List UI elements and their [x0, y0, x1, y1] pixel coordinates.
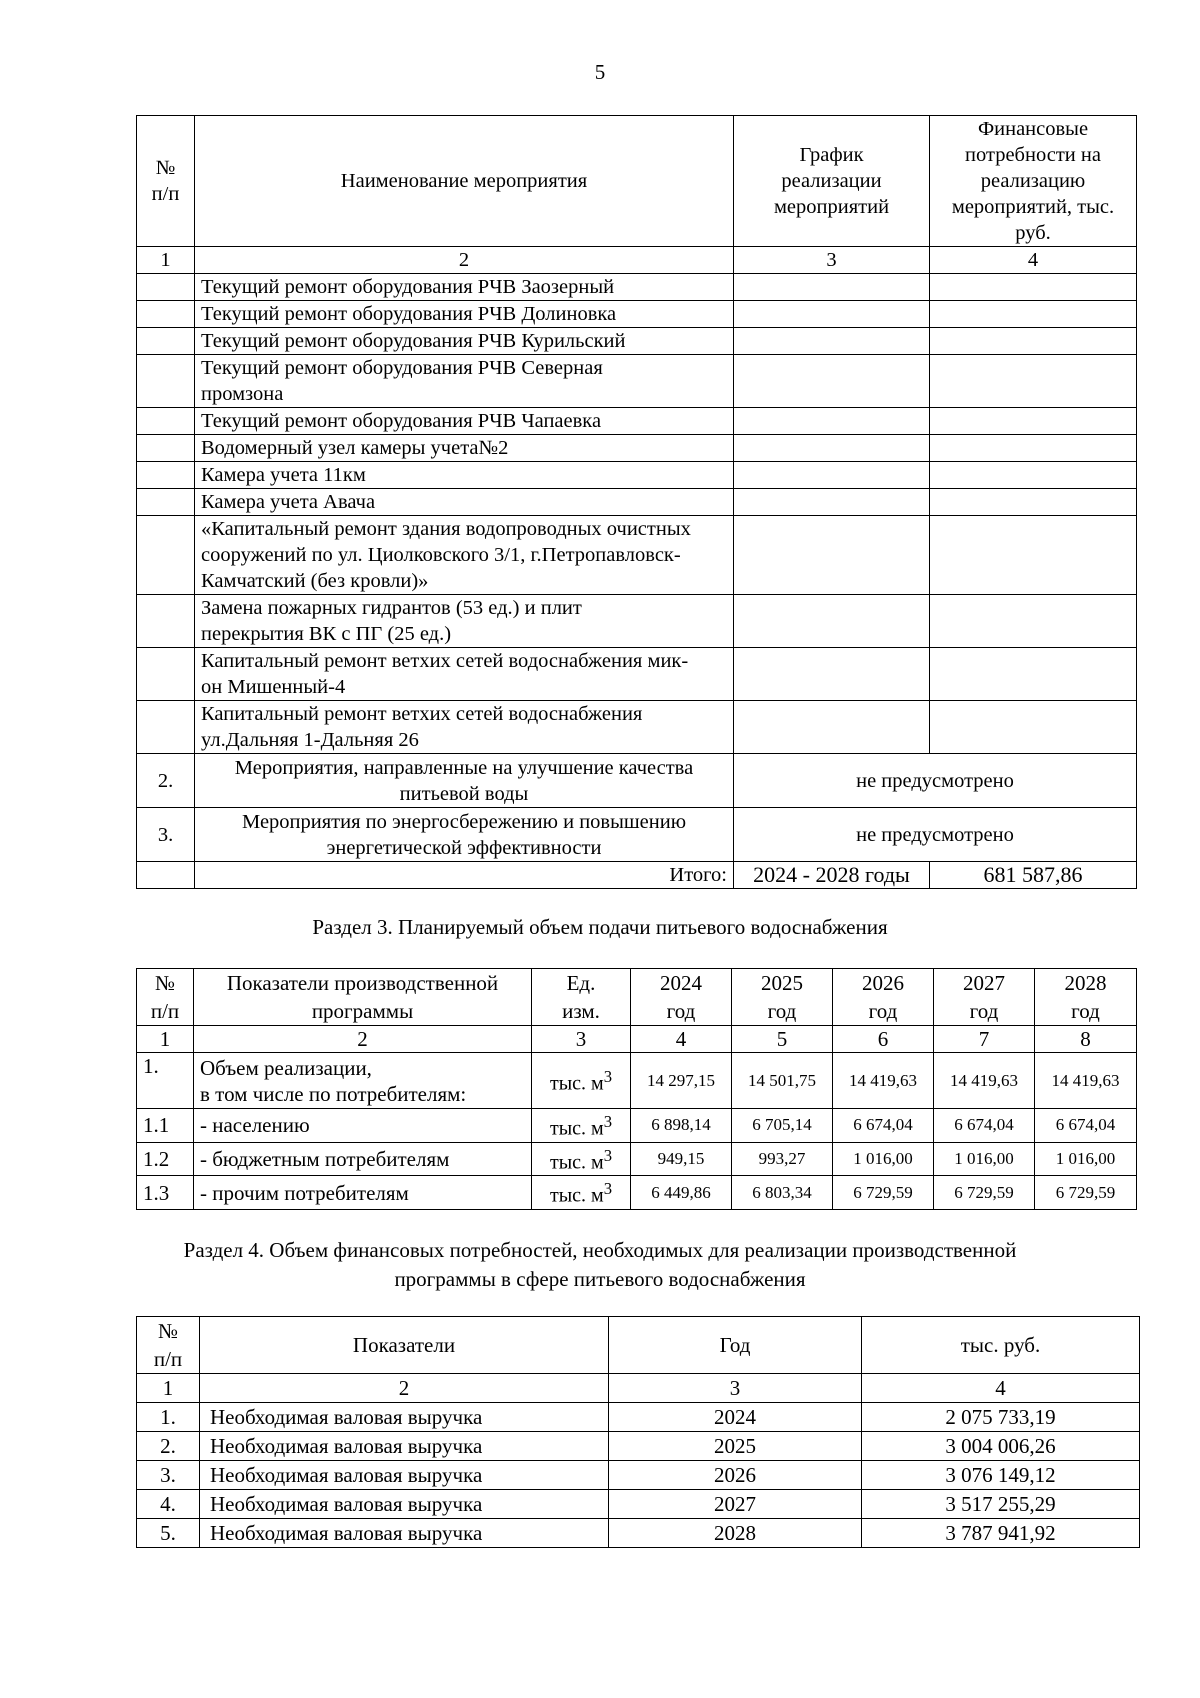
activity-name: Капитальный ремонт ветхих сетей водоснабжения ул.Дальняя 1-Дальняя 26: [195, 701, 734, 754]
table-row: [137, 1490, 1140, 1519]
section-row: [137, 808, 1137, 862]
section-num: 3.: [137, 808, 195, 862]
header-year: 2027 год: [934, 969, 1035, 1026]
section4-title-line: Раздел 4. Объем финансовых потребностей, необходимых для реализации производственной: [183, 1238, 1017, 1262]
activity-name: Текущий ремонт оборудования РЧВ Долиновка: [195, 301, 734, 328]
row-value: 14 419,63: [833, 1053, 934, 1109]
row-num: 5.: [137, 1519, 200, 1548]
table-row: [137, 1461, 1140, 1490]
unit-text: тыс. м: [549, 1184, 604, 1207]
row-value: 14 297,15: [631, 1053, 732, 1109]
row-num: 2.: [137, 1432, 200, 1461]
activities-table: [136, 115, 1137, 889]
header-indicator: Показатели: [200, 1317, 609, 1374]
header-year: 2025 год: [732, 969, 833, 1026]
row-value: 1 016,00: [833, 1142, 934, 1176]
col-number: 1: [137, 247, 195, 274]
section-value: не предусмотрено: [734, 754, 1137, 808]
row-num: 1.: [137, 1053, 194, 1109]
table-row: [137, 408, 1137, 435]
total-amount: 681 587,86: [930, 862, 1137, 889]
col-number: 2: [195, 247, 734, 274]
row-year: 2025: [609, 1432, 862, 1461]
table-row: [137, 355, 1137, 408]
table-row: [137, 328, 1137, 355]
row-indicator: [194, 1053, 532, 1109]
row-num: 1.1: [137, 1109, 194, 1143]
row-year: 2028: [609, 1519, 862, 1548]
row-amount: 3 787 941,92: [862, 1519, 1140, 1548]
row-indicator: - прочим потребителям: [194, 1176, 532, 1210]
row-indicator: Необходимая валовая выручка: [200, 1403, 609, 1432]
row-indicator: - населению: [194, 1109, 532, 1143]
row-year: 2024: [609, 1403, 862, 1432]
row-value: 14 419,63: [934, 1053, 1035, 1109]
page-number: 5: [594, 60, 606, 84]
row-value: 6 449,86: [631, 1176, 732, 1210]
row-year: 2027: [609, 1490, 862, 1519]
section3-title: Раздел 3. Планируемый объем подачи питьевого водоснабжения: [312, 915, 888, 939]
activity-name: «Капитальный ремонт здания водопроводных очистных сооружений по ул. Циолковского 3/1, г.Петропавловск-Камчатский (без кровли)»: [195, 516, 734, 595]
table-row: [137, 701, 1137, 754]
table-header-row: [137, 1317, 1140, 1374]
row-value: 6 705,14: [732, 1109, 833, 1143]
row-num: 1.3: [137, 1176, 194, 1210]
table-row: [137, 595, 1137, 648]
header-amount: тыс. руб.: [862, 1317, 1140, 1374]
col-number: 1: [137, 1026, 194, 1053]
indicator-line: Объем реализации,: [200, 1055, 372, 1080]
activity-name: Текущий ремонт оборудования РЧВ Северная промзона: [195, 355, 734, 408]
row-amount: 3 076 149,12: [862, 1461, 1140, 1490]
row-value: 14 501,75: [732, 1053, 833, 1109]
activity-name: Камера учета Авача: [195, 489, 734, 516]
col-number: 7: [934, 1026, 1035, 1053]
activity-name: Водомерный узел камеры учета№2: [195, 435, 734, 462]
header-indicator: Показатели производственной программы: [194, 969, 532, 1026]
row-value: 6 729,59: [934, 1176, 1035, 1210]
table-row: [137, 274, 1137, 301]
row-value: 1 016,00: [934, 1142, 1035, 1176]
row-num: 1.: [137, 1403, 200, 1432]
section-name: Мероприятия, направленные на улучшение качества питьевой воды: [195, 754, 734, 808]
row-value: 6 729,59: [1035, 1176, 1137, 1210]
row-value: 6 729,59: [833, 1176, 934, 1210]
section-value: не предусмотрено: [734, 808, 1137, 862]
table-row: [137, 1109, 1137, 1143]
table-row: [137, 1142, 1137, 1176]
row-value: 993,27: [732, 1142, 833, 1176]
col-number: 6: [833, 1026, 934, 1053]
table-row: [137, 516, 1137, 595]
table-row: [137, 1053, 1137, 1109]
unit-text: тыс. м: [549, 1151, 604, 1174]
row-value: 949,15: [631, 1142, 732, 1176]
section4-title: [0, 1236, 1200, 1294]
header-finance: Финансовые потребности на реализацию мероприятий, тыс. руб.: [930, 116, 1137, 247]
table-row: [137, 1432, 1140, 1461]
row-value: 6 674,04: [833, 1109, 934, 1143]
row-value: 1 016,00: [1035, 1142, 1137, 1176]
table-row: [137, 648, 1137, 701]
row-amount: 2 075 733,19: [862, 1403, 1140, 1432]
col-number: 2: [200, 1374, 609, 1403]
section-row: [137, 754, 1137, 808]
column-numbers-row: [137, 247, 1137, 274]
col-number: 4: [930, 247, 1137, 274]
col-number: 5: [732, 1026, 833, 1053]
table-row: [137, 301, 1137, 328]
row-value: 6 803,34: [732, 1176, 833, 1210]
row-indicator: - бюджетным потребителям: [194, 1142, 532, 1176]
header-schedule: График реализации мероприятий: [734, 116, 930, 247]
table-header-row: [137, 116, 1137, 247]
table-row: [137, 489, 1137, 516]
activity-name: Замена пожарных гидрантов (53 ед.) и плит перекрытия ВК с ПГ (25 ед.): [195, 595, 734, 648]
column-numbers-row: [137, 1374, 1140, 1403]
header-year: Год: [609, 1317, 862, 1374]
column-numbers-row: [137, 1026, 1137, 1053]
table-row: [137, 435, 1137, 462]
header-num: № п/п: [137, 1317, 200, 1374]
unit-sup: 3: [603, 1179, 613, 1199]
row-value: 6 898,14: [631, 1109, 732, 1143]
row-unit: [532, 1109, 631, 1143]
header-name: Наименование мероприятия: [195, 116, 734, 247]
unit-sup: 3: [603, 1112, 613, 1131]
col-number: 1: [137, 1374, 200, 1403]
table-row: [137, 1519, 1140, 1548]
table-row: [137, 1403, 1140, 1432]
unit-text: тыс. м: [549, 1117, 604, 1140]
activity-name: Капитальный ремонт ветхих сетей водоснабжения мик-он Мишенный-4: [195, 648, 734, 701]
row-indicator: Необходимая валовая выручка: [200, 1461, 609, 1490]
row-num: 3.: [137, 1461, 200, 1490]
section4-title-line: программы в сфере питьевого водоснабжения: [394, 1267, 806, 1291]
total-row: [137, 862, 1137, 889]
row-num: 4.: [137, 1490, 200, 1519]
row-unit: [532, 1142, 631, 1176]
table-header-row: [137, 969, 1137, 1026]
row-indicator: Необходимая валовая выручка: [200, 1519, 609, 1548]
col-number: 3: [734, 247, 930, 274]
row-value: 6 674,04: [1035, 1109, 1137, 1143]
col-number: 3: [532, 1026, 631, 1053]
unit-sup: 3: [603, 1145, 613, 1165]
unit-text: тыс. м: [549, 1072, 604, 1095]
col-number: 2: [194, 1026, 532, 1053]
col-number: 4: [631, 1026, 732, 1053]
activity-name: Камера учета 11км: [195, 462, 734, 489]
activity-name: Текущий ремонт оборудования РЧВ Заозерный: [195, 274, 734, 301]
row-value: 6 674,04: [934, 1109, 1035, 1143]
activity-name: Текущий ремонт оборудования РЧВ Чапаевка: [195, 408, 734, 435]
header-unit: Ед. изм.: [532, 969, 631, 1026]
col-number: 4: [862, 1374, 1140, 1403]
row-unit: [532, 1176, 631, 1210]
total-period: 2024 - 2028 годы: [734, 862, 930, 889]
supply-volume-table: [136, 968, 1137, 1210]
table-row: [137, 1176, 1137, 1210]
row-amount: 3 004 006,26: [862, 1432, 1140, 1461]
header-year: 2024 год: [631, 969, 732, 1026]
section-num: 2.: [137, 754, 195, 808]
col-number: 3: [609, 1374, 862, 1403]
header-year: 2026 год: [833, 969, 934, 1026]
row-unit: [532, 1053, 631, 1109]
activity-name: Текущий ремонт оборудования РЧВ Курильский: [195, 328, 734, 355]
row-indicator: Необходимая валовая выручка: [200, 1432, 609, 1461]
row-amount: 3 517 255,29: [862, 1490, 1140, 1519]
row-year: 2026: [609, 1461, 862, 1490]
row-num: 1.2: [137, 1142, 194, 1176]
header-year: 2028 год: [1035, 969, 1137, 1026]
col-number: 8: [1035, 1026, 1137, 1053]
header-num: № п/п: [137, 116, 195, 247]
financial-needs-table: [136, 1316, 1140, 1548]
row-value: 14 419,63: [1035, 1053, 1137, 1109]
table-row: [137, 462, 1137, 489]
unit-sup: 3: [603, 1067, 613, 1087]
row-indicator: Необходимая валовая выручка: [200, 1490, 609, 1519]
total-label: Итого:: [195, 862, 734, 889]
header-num: № п/п: [137, 969, 194, 1026]
indicator-line: в том числе по потребителям:: [200, 1081, 467, 1106]
section-name: Мероприятия по энергосбережению и повышению энергетической эффективности: [195, 808, 734, 862]
